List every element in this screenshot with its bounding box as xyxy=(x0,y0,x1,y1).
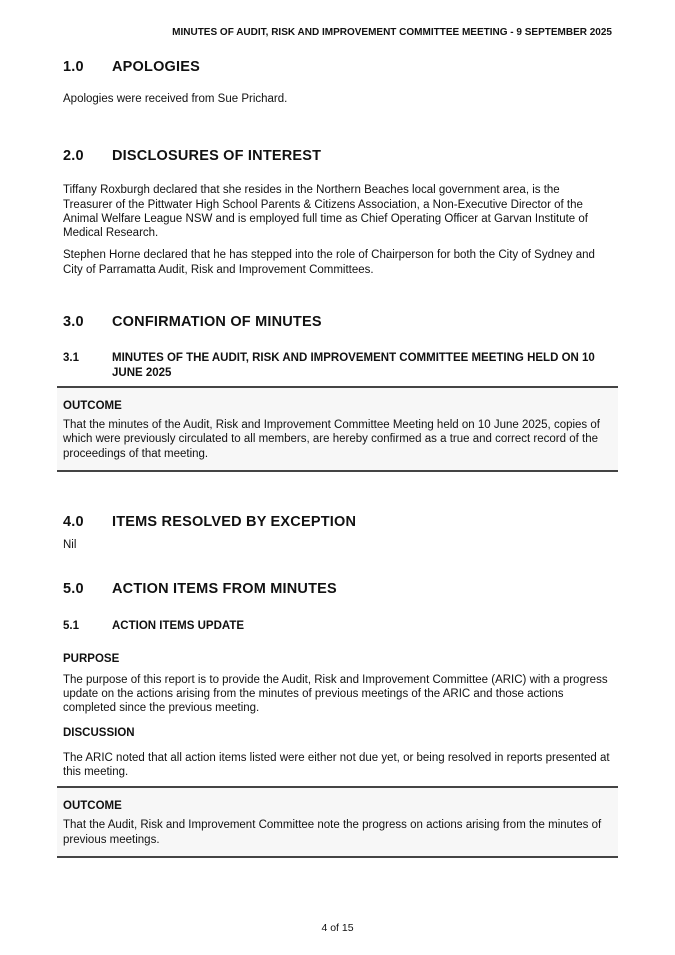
outcome-body: That the minutes of the Audit, Risk and Improvement Committee Meeting held on 10 June 2025, copies of which were previously circulated to all members, are hereby confirmed as a true and correct record of the proceedings of that meeting. xyxy=(63,419,600,460)
section-heading-items-resolved xyxy=(63,513,618,531)
subsection-number: 5.1 xyxy=(63,620,79,633)
subsection-title: ACTION ITEMS UPDATE xyxy=(112,620,245,633)
purpose-label: PURPOSE xyxy=(63,652,120,665)
subsection-heading-action-update xyxy=(63,619,618,634)
outcome-body: That the Audit, Risk and Improvement Committee note the progress on actions arising from the minutes of previous meetings. xyxy=(63,819,602,846)
outcome-label: OUTCOME xyxy=(63,400,122,413)
section-number: 4.0 xyxy=(63,513,84,530)
subsection-heading-minutes-held xyxy=(63,351,618,380)
paragraph-disclosure-stephen: Stephen Horne declared that he has stepped into the role of Chairperson for both the City of Sydney and City of Parramatta Audit, Risk and Improvement Committees. xyxy=(63,249,595,276)
subsection-title: MINUTES OF THE AUDIT, RISK AND IMPROVEMENT COMMITTEE MEETING HELD ON 10 JUNE 2025 xyxy=(112,352,595,379)
subsection-number: 3.1 xyxy=(63,352,79,365)
section-number: 2.0 xyxy=(63,148,84,165)
section-title: ITEMS RESOLVED BY EXCEPTION xyxy=(112,513,357,530)
section-number: 1.0 xyxy=(63,59,84,75)
page-number-footer: 4 of 15 xyxy=(321,922,354,934)
paragraph-nil: Nil xyxy=(63,538,77,551)
paragraph-apologies: Apologies were received from Sue Prichard. xyxy=(63,93,288,105)
paragraph-discussion: The ARIC noted that all action items listed were either not due yet, or being resolved in reports presented at this meeting. xyxy=(63,751,610,778)
paragraph-disclosure-tiffany: Tiffany Roxburgh declared that she resides in the Northern Beaches local government area, is the Treasurer of the Pittwater High School Parents & Citizens Association, a Non-Executive Director of the Animal Welfare League NSW and is employed full time as Chief Operating Officer at Garvan Institute of Medical Research. xyxy=(63,184,588,240)
section-number: 5.0 xyxy=(63,581,84,598)
section-heading-action-items xyxy=(63,580,618,598)
section-number: 3.0 xyxy=(63,314,84,331)
section-title: ACTION ITEMS FROM MINUTES xyxy=(112,581,337,598)
discussion-label: DISCUSSION xyxy=(63,726,135,739)
outcome-label: OUTCOME xyxy=(63,800,122,813)
outcome-box-confirmation xyxy=(57,386,618,472)
section-title: CONFIRMATION OF MINUTES xyxy=(112,314,322,331)
section-heading-disclosures xyxy=(63,147,618,165)
section-title: APOLOGIES xyxy=(112,59,201,75)
section-heading-confirmation xyxy=(63,313,618,331)
section-title: DISCLOSURES OF INTEREST xyxy=(112,148,322,165)
outcome-box-action-items xyxy=(57,786,618,858)
section-heading-apologies xyxy=(63,58,618,76)
document-header: MINUTES OF AUDIT, RISK AND IMPROVEMENT COMMITTEE MEETING - 9 SEPTEMBER 2025 xyxy=(172,27,612,38)
paragraph-purpose: The purpose of this report is to provide the Audit, Risk and Improvement Committee (ARIC) with a progress update on the actions arising from the minutes of previous meetings of the ARIC and those actions completed since the previous meeting. xyxy=(63,673,608,715)
